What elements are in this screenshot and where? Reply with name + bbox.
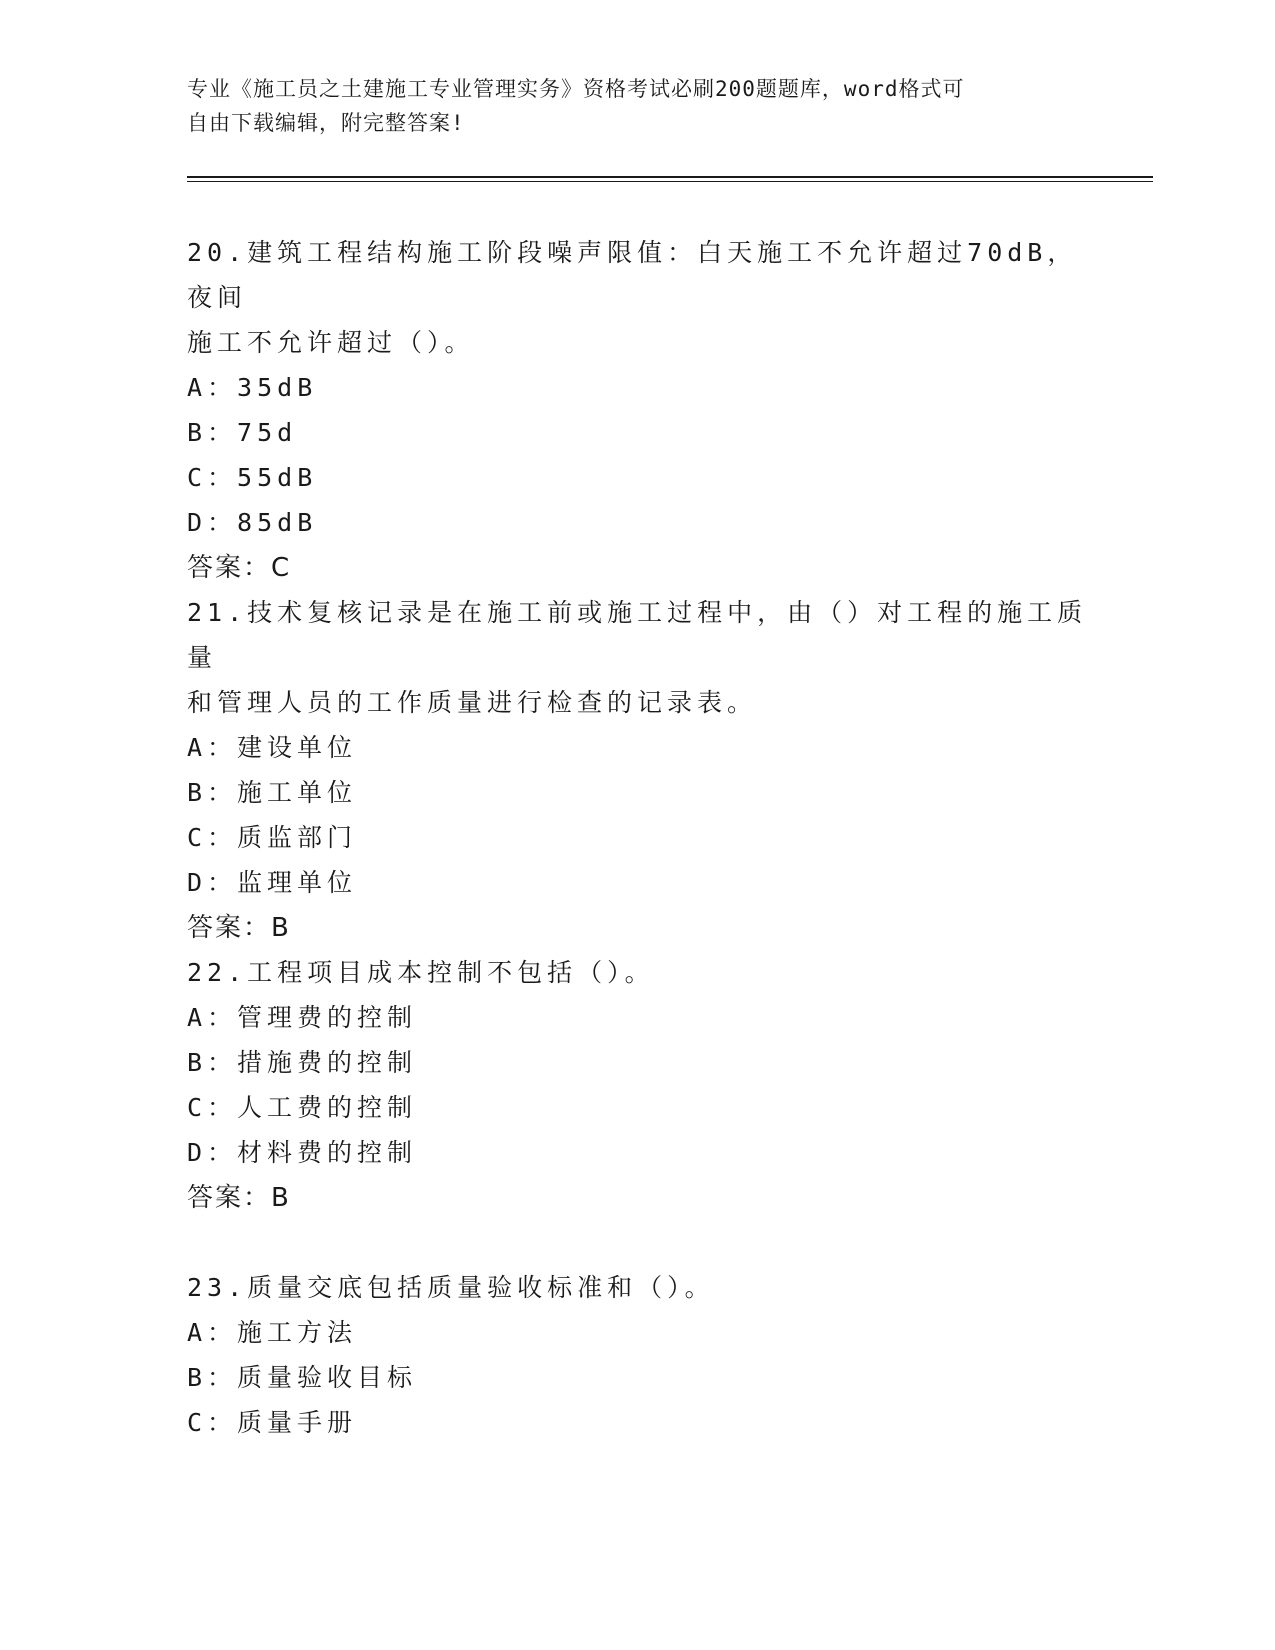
answer: 答案：B <box>187 913 291 943</box>
question-21 <box>187 590 1107 951</box>
option-d: D：监理单位 <box>187 868 358 897</box>
option-d: D：材料费的控制 <box>187 1138 418 1167</box>
option-c: C：质监部门 <box>187 823 358 852</box>
option-a: A：施工方法 <box>187 1318 358 1347</box>
option-b: B：质量验收目标 <box>187 1363 418 1392</box>
option-c: C：人工费的控制 <box>187 1093 418 1122</box>
question-23 <box>187 1265 1107 1445</box>
question-20 <box>187 230 1107 591</box>
answer: 答案：C <box>187 553 292 583</box>
option-a: A：35dB <box>187 373 318 402</box>
question-stem-line-1: 22.工程项目成本控制不包括（）。 <box>187 958 655 987</box>
option-d: D：85dB <box>187 508 318 537</box>
header-line-2: 自由下载编辑，附完整答案! <box>187 111 465 135</box>
question-stem-line-2: 施工不允许超过（）。 <box>187 328 475 357</box>
option-b: B：75d <box>187 418 298 447</box>
document-header <box>187 72 1087 140</box>
question-stem-line-1: 21.技术复核记录是在施工前或施工过程中，由（）对工程的施工质量 <box>187 598 1088 672</box>
header-divider-thick <box>187 176 1153 178</box>
option-b: B：措施费的控制 <box>187 1048 418 1077</box>
option-a: A：建设单位 <box>187 733 358 762</box>
question-stem-line-1: 20.建筑工程结构施工阶段噪声限值：白天施工不允许超过70dB，夜间 <box>187 238 1078 312</box>
question-stem-line-2: 和管理人员的工作质量进行检查的记录表。 <box>187 688 758 717</box>
question-stem-line-1: 23.质量交底包括质量验收标准和（）。 <box>187 1273 715 1302</box>
header-line-1: 专业《施工员之土建施工专业管理实务》资格考试必刷200题题库，word格式可 <box>187 77 965 101</box>
option-a: A：管理费的控制 <box>187 1003 418 1032</box>
option-c: C：质量手册 <box>187 1408 358 1437</box>
answer: 答案：B <box>187 1183 291 1213</box>
header-divider-thin <box>187 181 1153 182</box>
question-22 <box>187 950 1107 1221</box>
option-b: B：施工单位 <box>187 778 358 807</box>
option-c: C：55dB <box>187 463 318 492</box>
